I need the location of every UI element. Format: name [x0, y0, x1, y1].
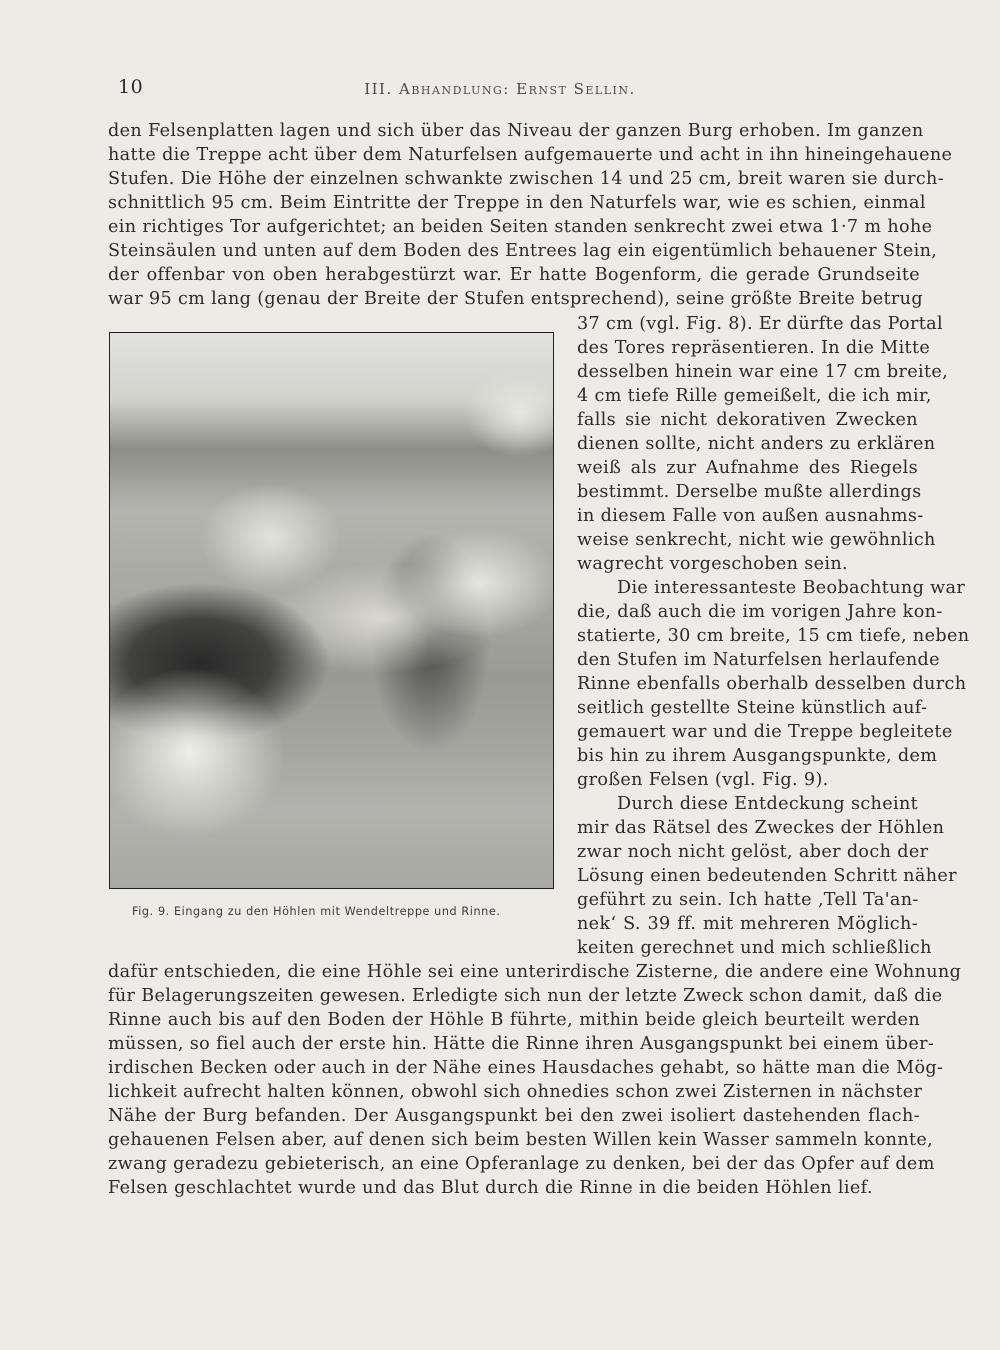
text-line: nek‘ S. 39 ff. mit mehreren Möglich-: [577, 914, 918, 934]
text-line: mir das Rätsel des Zweckes der Höhlen: [577, 818, 945, 838]
text-line: Rinne ebenfalls oberhalb desselben durch: [577, 674, 967, 694]
text-line: den Stufen im Naturfelsen herlaufende: [577, 650, 940, 670]
text-line: hatte die Treppe acht über dem Naturfelsen aufgemauerte und acht in ihn hineingehauene: [108, 145, 953, 165]
text-line: Steinsäulen und unten auf dem Boden des Entrees lag ein eigentümlich behauener Stein,: [108, 241, 938, 261]
text-line: gemauert war und die Treppe begleitete: [577, 722, 953, 742]
text-line: seitlich gestellte Steine künstlich auf-: [577, 698, 928, 718]
figure-caption: Fig. 9. Eingang zu den Höhlen mit Wendeltreppe und Rinne.: [132, 905, 501, 918]
text-line: Die interessanteste Beobachtung war: [617, 578, 966, 598]
text-line: in diesem Falle von außen ausnahms-: [577, 506, 924, 526]
text-line: weiß als zur Aufnahme des Riegels: [577, 458, 918, 478]
text-line: großen Felsen (vgl. Fig. 9).: [577, 770, 829, 790]
text-line: wagrecht vorgeschoben sein.: [577, 554, 848, 574]
text-line: den Felsenplatten lagen und sich über das Niveau der ganzen Burg erhoben. Im ganzen: [108, 121, 924, 141]
text-line: desselben hinein war eine 17 cm breite,: [577, 362, 949, 382]
text-line: keiten gerechnet und mich schließlich: [577, 938, 932, 958]
text-line: des Tores repräsentieren. In die Mitte: [577, 338, 931, 358]
text-line: falls sie nicht dekorativen Zwecken: [577, 410, 918, 430]
text-line: der offenbar von oben herabgestürzt war. Er hatte Bogenform, die gerade Grundseite: [108, 265, 920, 285]
text-line: zwar noch nicht gelöst, aber doch der: [577, 842, 929, 862]
text-line: müssen, so fiel auch der erste hin. Hätte die Rinne ihren Ausgangspunkt bei einem über-: [108, 1034, 935, 1054]
text-line: geführt zu sein. Ich hatte ‚Tell Ta'an-: [577, 890, 919, 910]
text-line: schnittlich 95 cm. Beim Eintritte der Treppe in den Naturfels war, wie es schien, einmal: [108, 193, 926, 213]
text-line: Rinne auch bis auf den Boden der Höhle B führte, mithin beide gleich beurteilt werden: [108, 1010, 920, 1030]
text-line: Felsen geschlachtet wurde und das Blut durch die Rinne in die beiden Höhlen lief.: [108, 1178, 873, 1198]
text-line: zwang geradezu gebieterisch, an eine Opferanlage zu denken, bei der das Opfer auf dem: [108, 1154, 935, 1174]
text-line: die, daß auch die im vorigen Jahre kon-: [577, 602, 943, 622]
text-line: gehauenen Felsen aber, auf denen sich beim besten Willen kein Wasser sammeln konnte,: [108, 1130, 934, 1150]
text-line: bestimmt. Derselbe mußte allerdings: [577, 482, 922, 502]
text-line: dafür entschieden, die eine Höhle sei eine unterirdische Zisterne, die andere eine Wohnung: [108, 962, 962, 982]
text-line: Durch diese Entdeckung scheint: [617, 794, 919, 814]
text-line: lichkeit aufrecht halten können, obwohl sich ohnedies schon zwei Zisternen in nächster: [108, 1082, 923, 1102]
figure-photo-cave-entrance: [109, 332, 554, 889]
text-line: dienen sollte, nicht anders zu erklären: [577, 434, 936, 454]
text-line: Lösung einen bedeutenden Schritt näher: [577, 866, 957, 886]
running-head: III. Abhandlung: Ernst Sellin.: [364, 80, 636, 98]
text-line: weise senkrecht, nicht wie gewöhnlich: [577, 530, 936, 550]
text-line: war 95 cm lang (genau der Breite der Stufen entsprechend), seine größte Breite betrug: [108, 289, 923, 309]
text-line: für Belagerungszeiten gewesen. Erledigte sich nun der letzte Zweck schon damit, daß die: [108, 986, 943, 1006]
page-number: 10: [118, 76, 144, 98]
text-line: Nähe der Burg befanden. Der Ausgangspunkt bei den zwei isoliert dastehenden flach-: [108, 1106, 920, 1126]
text-line: irdischen Becken oder auch in der Nähe eines Hausdaches gehabt, so hätte man die Mög-: [108, 1058, 944, 1078]
text-line: 4 cm tiefe Rille gemeißelt, die ich mir,: [577, 386, 932, 406]
text-line: ein richtiges Tor aufgerichtet; an beiden Seiten standen senkrecht zwei etwa 1·7 m hohe: [108, 217, 933, 237]
text-line: Stufen. Die Höhe der einzelnen schwankte zwischen 14 und 25 cm, breit waren sie durch-: [108, 169, 945, 189]
text-line: statierte, 30 cm breite, 15 cm tiefe, neben: [577, 626, 970, 646]
text-line: bis hin zu ihrem Ausgangspunkte, dem: [577, 746, 938, 766]
text-line: 37 cm (vgl. Fig. 8). Er dürfte das Portal: [577, 314, 943, 334]
